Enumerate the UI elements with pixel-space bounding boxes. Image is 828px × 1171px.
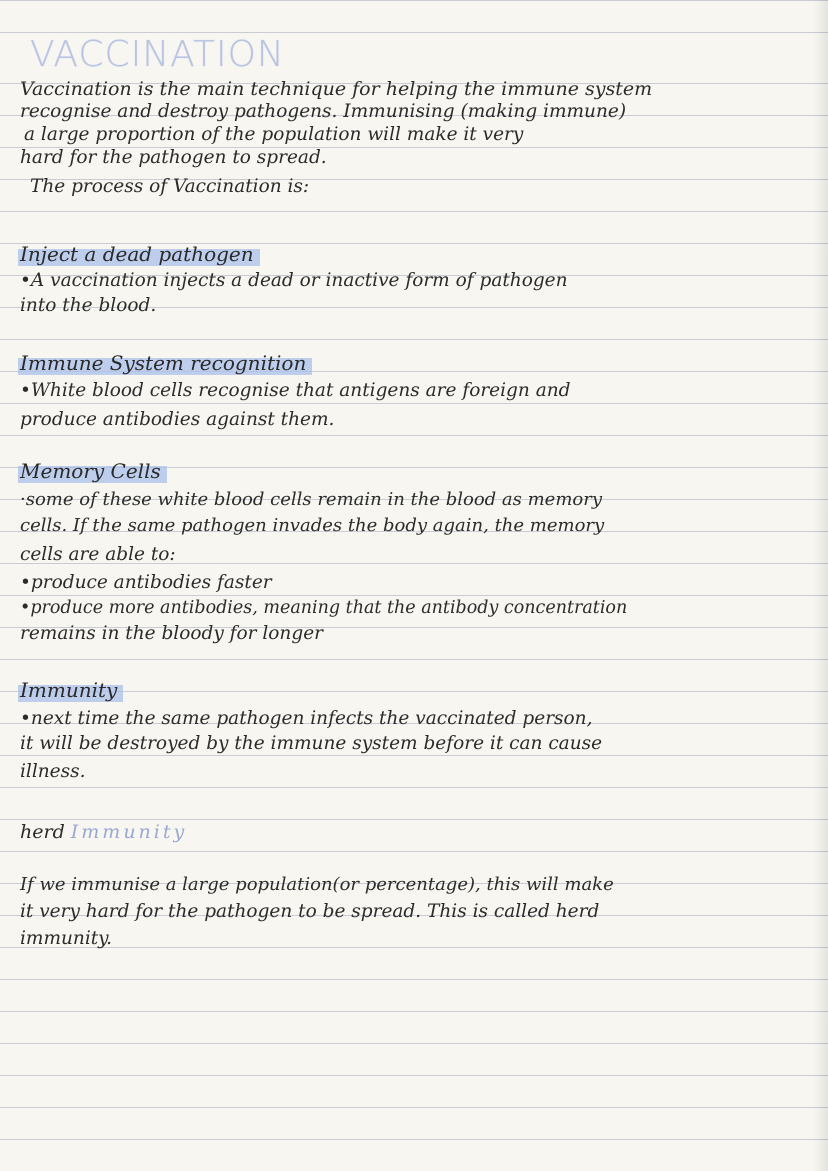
memory-line-1: ·some of these white blood cells remain in the blood as memory: [20, 489, 603, 510]
immunity-line-3: illness.: [20, 761, 86, 782]
recognition-line-1: •White blood cells recognise that antigens are foreign and: [20, 380, 571, 401]
section-heading-immunity: Immunity: [18, 678, 123, 702]
memory-line-5: •produce more antibodies, meaning that the antibody concentration: [20, 598, 628, 618]
herd-heading-word-1: herd: [20, 821, 65, 843]
memory-line-6: remains in the bloody for longer: [20, 623, 323, 644]
herd-line-3: immunity.: [20, 928, 113, 949]
recognition-line-2: produce antibodies against them.: [20, 409, 335, 430]
section-heading-herd-immunity: [20, 820, 187, 844]
immunity-line-2: it will be destroyed by the immune system before it can cause: [20, 733, 603, 754]
section-heading-memory-cells: Memory Cells: [18, 459, 167, 483]
herd-line-2: it very hard for the pathogen to be spread. This is called herd: [20, 901, 600, 922]
section-heading-inject: Inject a dead pathogen: [18, 242, 260, 266]
memory-line-3: cells are able to:: [20, 544, 176, 565]
page-edge-shadow: [814, 0, 828, 1171]
page-title: VACCINATION: [30, 34, 285, 75]
intro-line-1: Vaccination is the main technique for helping the immune system: [20, 78, 653, 100]
intro-line-5: The process of Vaccination is:: [30, 176, 310, 197]
memory-line-4: •produce antibodies faster: [20, 572, 272, 593]
intro-line-3: a large proportion of the population will make it very: [24, 124, 524, 145]
immunity-line-1: •next time the same pathogen infects the vaccinated person,: [20, 708, 593, 729]
intro-line-2: recognise and destroy pathogens. Immunising (making immune): [20, 101, 627, 122]
herd-line-1: If we immunise a large population(or percentage), this will make: [20, 874, 614, 895]
section-heading-recognition: Immune System recognition: [18, 351, 312, 375]
intro-line-4: hard for the pathogen to spread.: [20, 147, 327, 168]
inject-line-2: into the blood.: [20, 295, 157, 316]
herd-heading-word-2: Immunity: [70, 821, 188, 843]
memory-line-2: cells. If the same pathogen invades the body again, the memory: [20, 515, 605, 536]
inject-line-1: •A vaccination injects a dead or inactive form of pathogen: [20, 270, 568, 291]
